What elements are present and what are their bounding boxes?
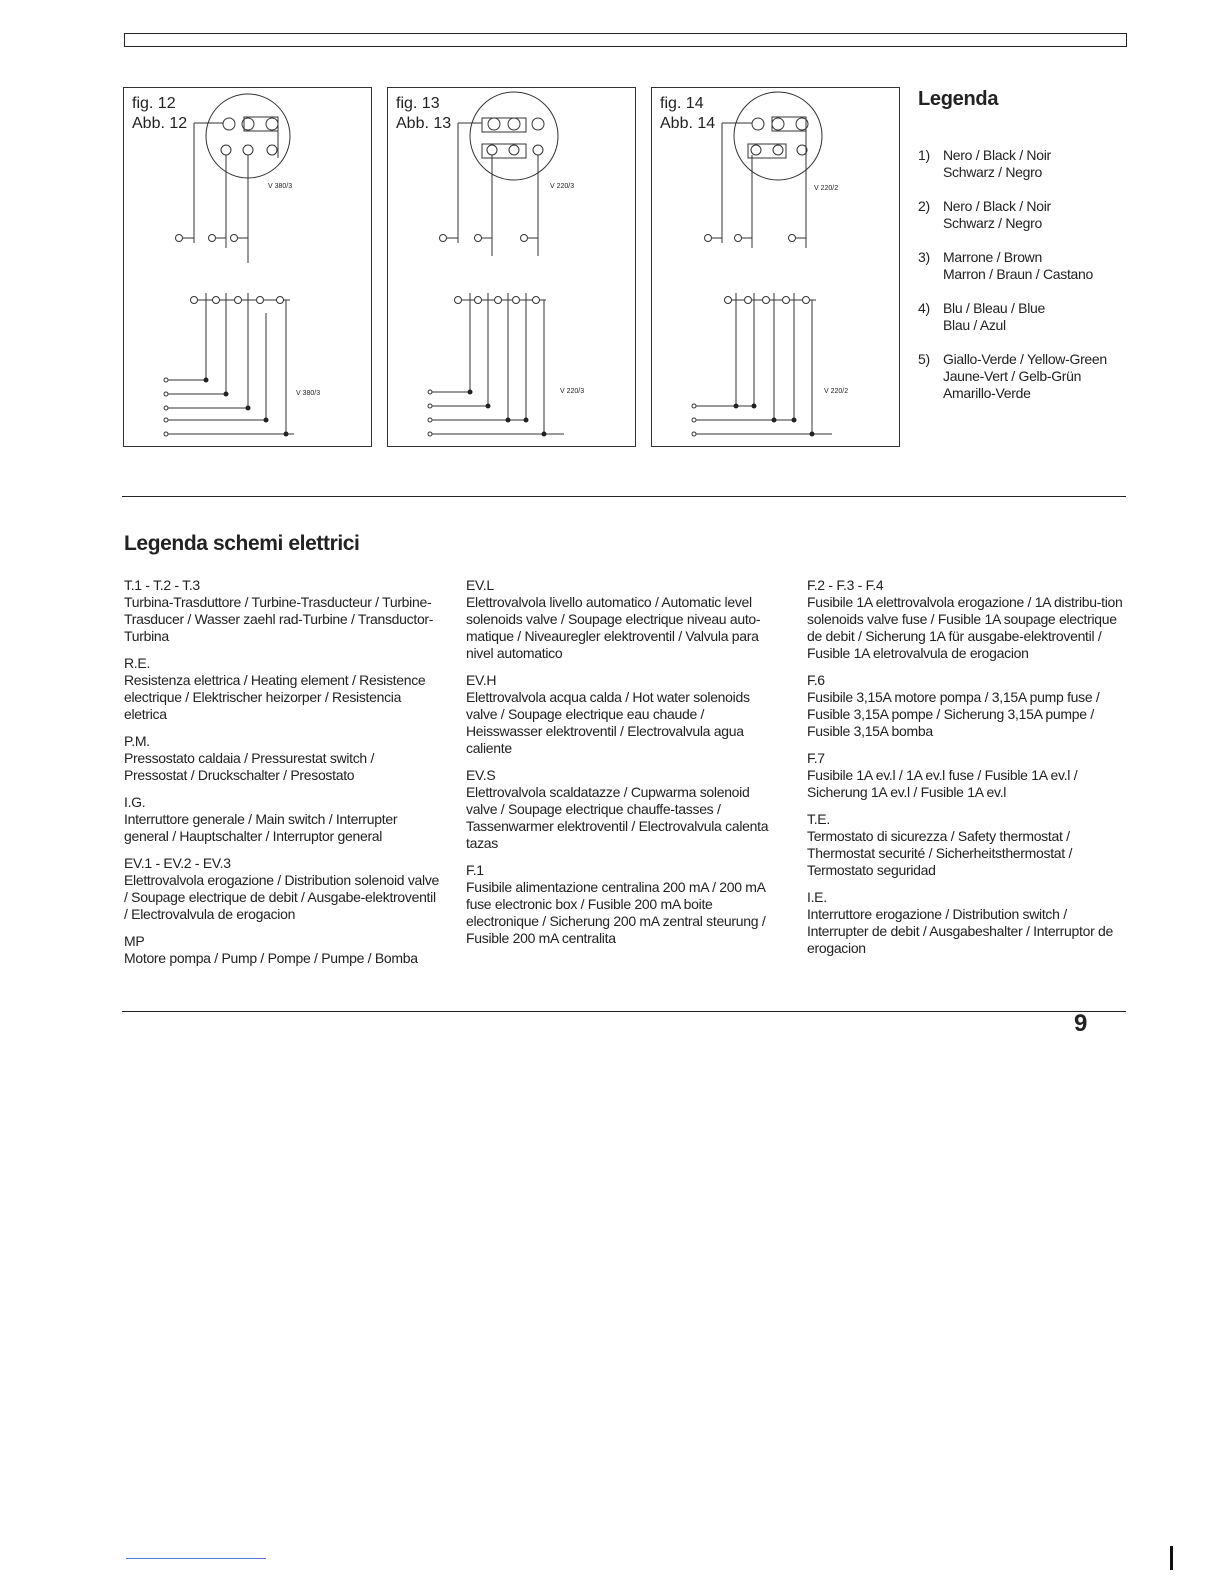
figure-label: fig. 12 [132, 95, 176, 112]
abb-label: Abb. 14 [660, 115, 716, 132]
legend-item [918, 198, 1138, 232]
entry-code: EV.1 - EV.2 - EV.3 [124, 855, 231, 871]
voltage-label-top: V 220/2 [814, 185, 839, 192]
legend-line: Schwarz / Negro [943, 215, 1042, 231]
entry-code: F.6 [807, 672, 825, 688]
entry-description: Fusibile 1A ev.l / 1A ev.l fuse / Fusible 1A ev.l / Sicherung 1A ev.l / Fusible 1A ev.l [807, 767, 1078, 800]
abb-label: Abb. 13 [396, 115, 452, 132]
entry-description: Motore pompa / Pump / Pompe / Pumpe / Bomba [124, 950, 418, 966]
legend-number: 3) [918, 249, 930, 265]
legend-line: Marron / Braun / Castano [943, 266, 1093, 282]
legend-column-3 [807, 577, 1123, 967]
voltage-label-bottom: V 380/3 [296, 390, 321, 397]
schematic-entry [807, 750, 1123, 801]
entry-code: R.E. [124, 655, 151, 671]
figure-label: fig. 14 [660, 95, 704, 112]
entry-description: Fusibile alimentazione centralina 200 mA / 200 mA fuse electronic box / Fusible 200 mA boite electronique / Sicherung 200 mA zentral steurung / Fusible 200 mA centralita [466, 879, 766, 946]
entry-code: T.E. [807, 811, 830, 827]
schematic-entry [124, 933, 440, 967]
entry-code: F.2 - F.3 - F.4 [807, 577, 884, 593]
legend-line: Blau / Azul [943, 317, 1006, 333]
legend-line: Schwarz / Negro [943, 164, 1042, 180]
legend-title: Legenda [918, 88, 999, 110]
schematic-entry [124, 794, 440, 845]
legend-number: 4) [918, 300, 930, 316]
figure-13 [387, 87, 636, 447]
entry-description: Elettrovalvola erogazione / Distribution solenoid valve / Soupage electrique de debit / Ausgabe-elektroventil / Electrovalvula de erogacion [124, 872, 440, 922]
entry-description: Resistenza elettrica / Heating element / Resistence electrique / Elektrischer heizorper / Resistencia eletrica [124, 672, 426, 722]
entry-code: F.1 [466, 862, 484, 878]
legend-line: Marrone / Brown [943, 249, 1042, 265]
schematic-entry [807, 811, 1123, 879]
abb-label: Abb. 12 [132, 115, 188, 132]
voltage-label-top: V 220/3 [550, 183, 575, 190]
entry-description: Turbina-Trasduttore / Turbine-Trasducteur / Turbine-Trasducer / Wasser zaehl rad-Turbine / Transductor-Turbina [124, 594, 434, 644]
figure-label: fig. 13 [396, 95, 440, 112]
entry-description: Interruttore erogazione / Distribution switch / Interrupter de debit / Ausgabeshalter / Interruptor de erogacion [807, 906, 1113, 956]
divider-rule [122, 496, 1126, 497]
legend-line: Giallo-Verde / Yellow-Green [943, 351, 1107, 367]
entry-code: F.7 [807, 750, 825, 766]
entry-code: I.E. [807, 889, 827, 905]
schematic-entry [807, 577, 1123, 662]
legend-number: 1) [918, 147, 930, 163]
wiring-diagram-13 [388, 88, 637, 448]
bottom-link-line [126, 1558, 266, 1559]
header-bar [124, 33, 1127, 47]
legend-column-2 [466, 577, 782, 957]
footer-rule [122, 1011, 1126, 1012]
legend-column-1 [124, 577, 440, 977]
entry-description: Fusibile 1A elettrovalvola erogazione / 1A distribu-tion solenoids valve fuse / Fusible 1A soupage electrique de debit / Sicherung 1A für ausgabe-elektroventil / Fusible 1A eletrovalvula de erogacion [807, 594, 1123, 661]
entry-description: Termostato di sicurezza / Safety thermostat / Thermostat securité / Sicherheitsthermostat / Termostato seguridad [807, 828, 1073, 878]
voltage-label-bottom: V 220/2 [824, 388, 849, 395]
legend-number: 2) [918, 198, 930, 214]
schematic-entry [124, 855, 440, 923]
entry-description: Interruttore generale / Main switch / Interrupter general / Hauptschalter / Interruptor general [124, 811, 398, 844]
bottom-mark [1170, 1546, 1173, 1570]
voltage-label-bottom: V 220/3 [560, 388, 585, 395]
figure-12 [123, 87, 372, 447]
entry-code: EV.L [466, 577, 494, 593]
entry-description: Pressostato caldaia / Pressurestat switch / Pressostat / Druckschalter / Presostato [124, 750, 375, 783]
legend-number: 5) [918, 351, 930, 367]
legend-item [918, 351, 1138, 402]
entry-code: I.G. [124, 794, 146, 810]
schematic-entry [124, 577, 440, 645]
entry-code: P.M. [124, 733, 150, 749]
legend-line: Jaune-Vert / Gelb-Grün [943, 368, 1082, 384]
voltage-label-top: V 380/3 [268, 183, 293, 190]
wiring-diagram-14 [652, 88, 901, 448]
wiring-diagram-12 [124, 88, 373, 448]
schematic-entry [466, 577, 782, 662]
schematic-entry [124, 655, 440, 723]
legend-line: Amarillo-Verde [943, 385, 1031, 401]
legend-item [918, 249, 1138, 283]
entry-description: Elettrovalvola livello automatico / Automatic level solenoids valve / Soupage electrique niveau auto-matique / Niveauregler elektroventil / Valvula para nivel automatico [466, 594, 761, 661]
entry-code: MP [124, 933, 145, 949]
entry-description: Elettrovalvola scaldatazze / Cupwarma solenoid valve / Soupage electrique chauffe-tasses / Tassenwarmer elektroventil / Electrovalvula calenta tazas [466, 784, 769, 851]
legend-line: Nero / Black / Noir [943, 147, 1051, 163]
entry-code: T.1 - T.2 - T.3 [124, 577, 200, 593]
schematic-entry [807, 672, 1123, 740]
figure-14 [651, 87, 900, 447]
legend-item [918, 300, 1138, 334]
schematic-entry [466, 767, 782, 852]
schematic-entry [466, 672, 782, 757]
schematic-entry [807, 889, 1123, 957]
wire-color-legend [918, 88, 1138, 419]
legend-line: Nero / Black / Noir [943, 198, 1051, 214]
schematic-entry [124, 733, 440, 784]
entry-code: EV.S [466, 767, 496, 783]
entry-description: Fusibile 3,15A motore pompa / 3,15A pump fuse / Fusible 3,15A pompe / Sicherung 3,15A pumpe / Fusible 3,15A bomba [807, 689, 1100, 739]
schematic-entry [466, 862, 782, 947]
legend-item [918, 147, 1138, 181]
entry-description: Elettrovalvola acqua calda / Hot water solenoids valve / Soupage electrique eau chaude / Heisswasser elektroventil / Electrovalvula agua caliente [466, 689, 750, 756]
section-title: Legenda schemi elettrici [124, 532, 360, 555]
entry-code: EV.H [466, 672, 497, 688]
legend-line: Blu / Bleau / Blue [943, 300, 1045, 316]
page-number: 9 [1074, 1010, 1088, 1037]
